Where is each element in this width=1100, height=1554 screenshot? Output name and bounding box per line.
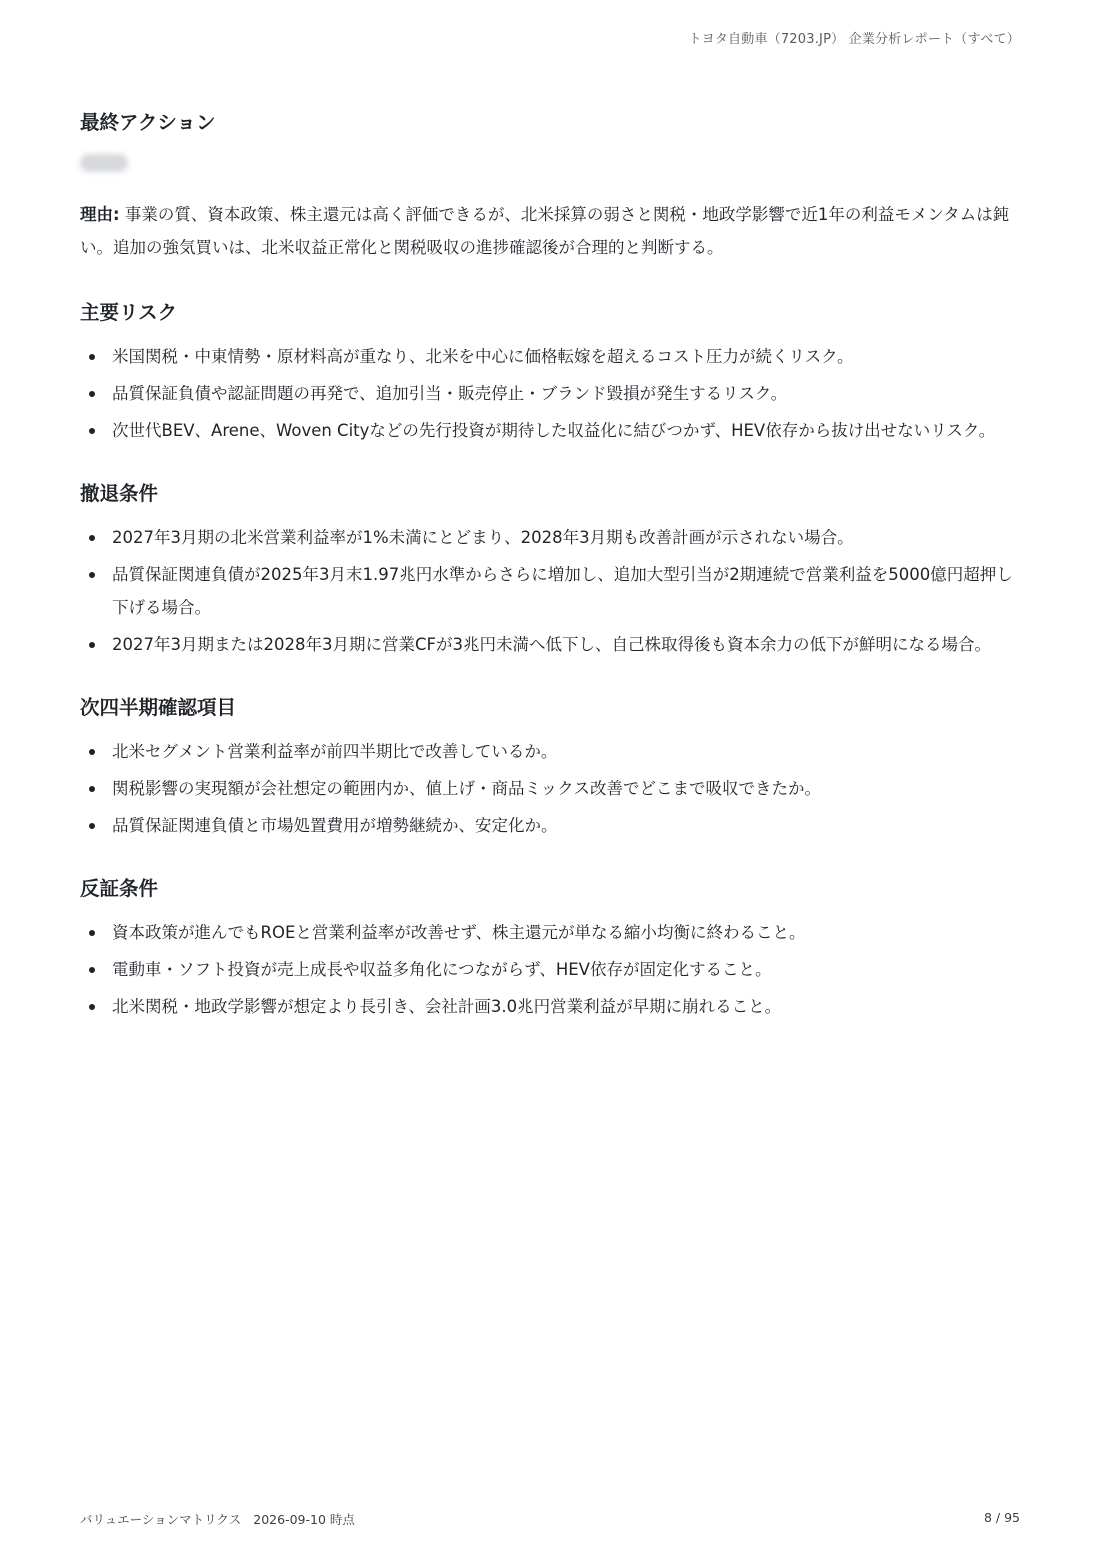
final-action-heading: 最終アクション — [80, 111, 216, 134]
key-risks-list — [80, 340, 1022, 447]
list-item: 品質保証関連負債と市場処置費用が増勢継続か、安定化か。 — [80, 809, 1022, 842]
list-item: 2027年3月期または2028年3月期に営業CFが3兆円未満へ低下し、自己株取得後も資本余力の低下が鮮明になる場合。 — [80, 628, 1022, 661]
key-risks-heading: 主要リスク — [80, 301, 178, 324]
list-item: 次世代BEV、Arene、Woven Cityなどの先行投資が期待した収益化に結びつかず、HEV依存から抜け出せないリスク。 — [80, 414, 1022, 447]
exit-conditions-heading: 撤退条件 — [80, 482, 159, 505]
falsification-conditions-list — [80, 916, 1022, 1023]
footer-source-name: バリュエーションマトリクス — [80, 1512, 242, 1527]
list-item: 関税影響の実現額が会社想定の範囲内か、値上げ・商品ミックス改善でどこまで吸収できたか。 — [80, 772, 1022, 805]
list-item: 資本政策が進んでもROEと営業利益率が改善せず、株主還元が単なる縮小均衡に終わること。 — [80, 916, 1022, 949]
action-rating-badge-blurred — [80, 150, 1022, 198]
final-action-section — [80, 108, 1022, 264]
page-number: 8 / 95 — [983, 1510, 1020, 1525]
action-reason — [80, 198, 1022, 264]
list-item: 2027年3月期の北米営業利益率が1%未満にとどまり、2028年3月期も改善計画が示されない場合。 — [80, 521, 1022, 554]
report-page-content — [80, 108, 1022, 1055]
next-quarter-checks-list — [80, 735, 1022, 842]
next-quarter-checks-heading: 次四半期確認項目 — [80, 696, 237, 719]
falsification-conditions-heading: 反証条件 — [80, 877, 159, 900]
list-item: 北米セグメント営業利益率が前四半期比で改善しているか。 — [80, 735, 1022, 768]
next-quarter-checks-section — [80, 693, 1022, 842]
running-header-title: トヨタ自動車（7203.JP） 企業分析レポート（すべて） — [688, 32, 1020, 47]
list-item: 電動車・ソフト投資が売上成長や収益多角化につながらず、HEV依存が固定化すること。 — [80, 953, 1022, 986]
list-item: 北米関税・地政学影響が想定より長引き、会社計画3.0兆円営業利益が早期に崩れること。 — [80, 990, 1022, 1023]
list-item: 米国関税・中東情勢・原材料高が重なり、北米を中心に価格転嫁を超えるコスト圧力が続くリスク。 — [80, 340, 1022, 373]
reason-label: 理由: — [80, 205, 120, 224]
list-item: 品質保証負債や認証問題の再発で、追加引当・販売停止・ブランド毀損が発生するリスク。 — [80, 377, 1022, 410]
reason-text: 事業の質、資本政策、株主還元は高く評価できるが、北米採算の弱さと関税・地政学影響で近1年の利益モメンタムは鈍い。追加の強気買いは、北米収益正常化と関税吸収の進捗確認後が合理的と判断する。 — [80, 205, 1010, 257]
key-risks-section — [80, 298, 1022, 447]
list-item: 品質保証関連負債が2025年3月末1.97兆円水準からさらに増加し、追加大型引当が2期連続で営業利益を5000億円超押し下げる場合。 — [80, 558, 1022, 624]
exit-conditions-list — [80, 521, 1022, 661]
footer-timestamp: 2026-09-10 時点 — [253, 1512, 355, 1527]
redacted-badge — [80, 154, 128, 172]
falsification-conditions-section — [80, 874, 1022, 1023]
exit-conditions-section — [80, 479, 1022, 661]
footer-source — [80, 1510, 355, 1528]
